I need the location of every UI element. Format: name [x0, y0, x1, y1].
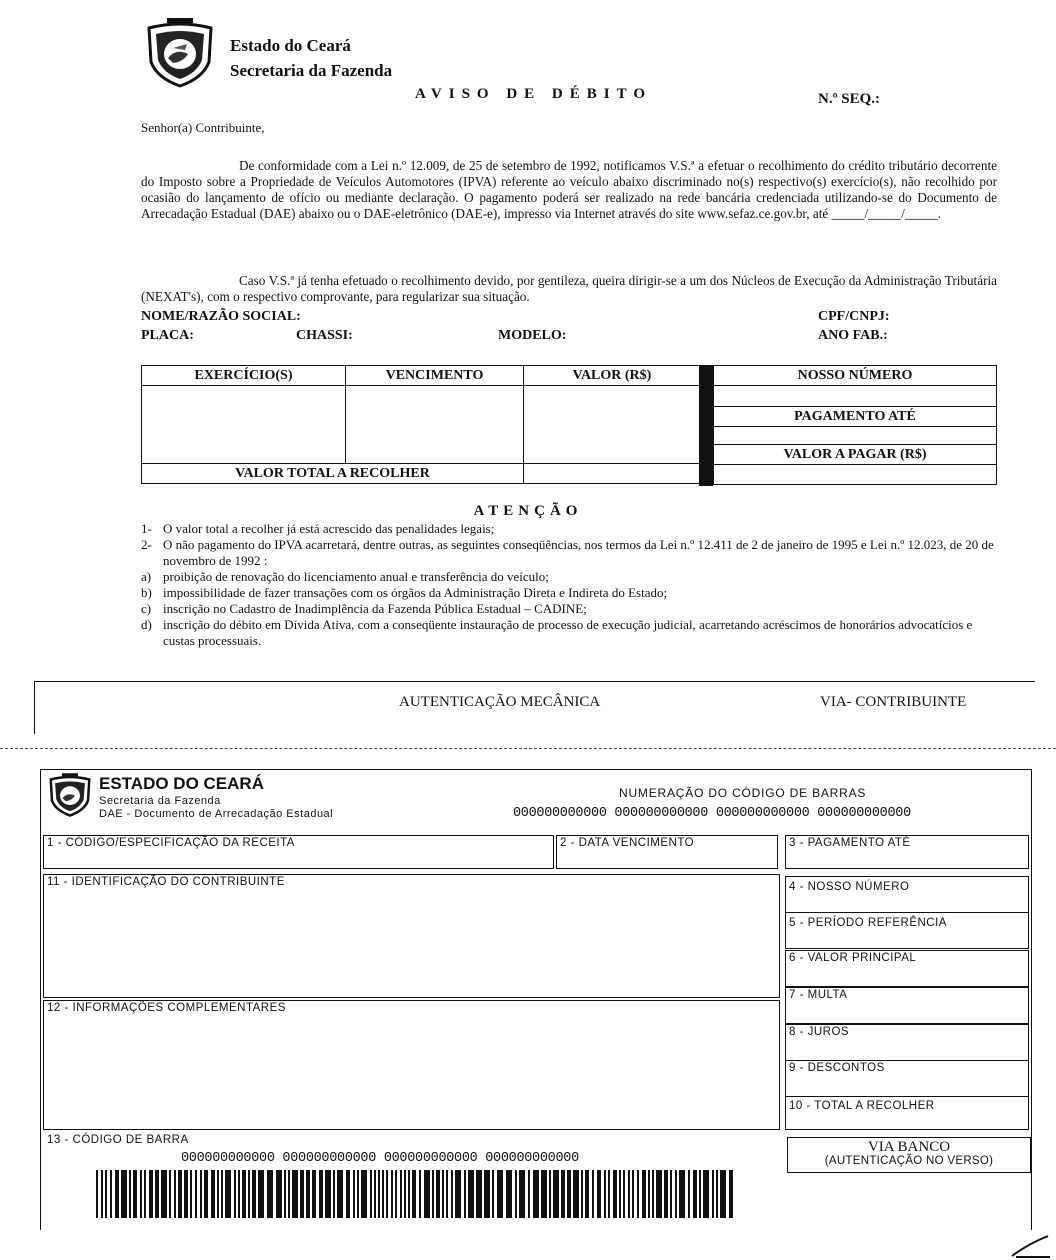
- dae-form: [40, 769, 1032, 1230]
- header-state: Estado do Ceará: [230, 36, 351, 55]
- debt-table: [141, 365, 701, 484]
- field-4-nosso-numero: 4 - NOSSO NÚMERO: [785, 876, 1029, 913]
- cell-vencimento: [346, 386, 524, 464]
- field-ano-fab: ANO FAB.:: [818, 328, 888, 343]
- attention-item: a) proibição de renovação do licenciamento anual e transferência do veículo;: [141, 569, 549, 584]
- field-2-data-vencimento: 2 - DATA VENCIMENTO: [556, 835, 778, 869]
- cell-valor: [524, 386, 701, 464]
- attention-item: 2- O não pagamento do IPVA acarretará, dentre outras, as seguintes conseqüências, nos termos da Lei n.º 12.411 de 2 de janeiro de 1995 e Lei n.º 12.023, de 20 de novembro de 1992 :: [141, 537, 994, 568]
- field-8-juros: 8 - JUROS: [785, 1024, 1029, 1061]
- table-separator-bar: [699, 365, 713, 486]
- col-vencimento: VENCIMENTO: [346, 366, 524, 386]
- dae-state: ESTADO DO CEARÁ: [99, 774, 264, 793]
- via-banco-label: VIA BANCO: [867, 1139, 951, 1155]
- barcode-number-title: NUMERAÇÃO DO CÓDIGO DE BARRAS: [619, 786, 867, 800]
- dae-coat-of-arms-icon: [47, 773, 93, 817]
- barcode-image: [96, 1170, 736, 1218]
- valor-pagar-label: VALOR A PAGAR (R$): [714, 445, 997, 465]
- attention-item: d) inscrição do débito em Dívida Ativa, com a conseqüente instauração de processo de execução judicial, acarretando acréscimos de honorários advocatícios e custas processuais.: [141, 617, 973, 648]
- via-banco-sublabel: (AUTENTICAÇÃO NO VERSO): [824, 1155, 994, 1167]
- barcode-number-2: 000000000000 000000000000 000000000000 000000000000: [181, 1151, 579, 1166]
- field-chassi: CHASSI:: [296, 328, 353, 343]
- valor-pagar-value: [714, 465, 997, 485]
- attention-title: ATENÇÃO: [473, 503, 583, 519]
- field-3-pagamento-ate: 3 - PAGAMENTO ATÉ: [785, 835, 1029, 869]
- mechanical-authentication-label: AUTENTICAÇÃO MECÂNICA: [399, 694, 601, 710]
- field-5-periodo: 5 - PERÍODO REFERÊNCIA: [785, 912, 1029, 949]
- payment-info-table: [713, 365, 997, 485]
- field-placa: PLACA:: [141, 328, 194, 343]
- attention-item: 1- O valor total a recolher já está acrescido das penalidades legais;: [141, 521, 495, 536]
- document-title: AVISO DE DÉBITO: [415, 86, 652, 102]
- nosso-numero-label: NOSSO NÚMERO: [714, 366, 997, 386]
- state-coat-of-arms-icon: [143, 18, 217, 88]
- salutation: Senhor(a) Contribuinte,: [141, 120, 265, 135]
- sequence-number-label: N.º SEQ.:: [818, 91, 881, 107]
- field-9-descontos: 9 - DESCONTOS: [785, 1060, 1029, 1097]
- total-label: VALOR TOTAL A RECOLHER: [142, 464, 524, 484]
- corner-mark-icon: [1010, 1232, 1050, 1258]
- field-12-informacoes: 12 - INFORMAÇÕES COMPLEMENTARES: [43, 1000, 780, 1130]
- col-valor: VALOR (R$): [524, 366, 701, 386]
- attention-item: c) inscrição no Cadastro de Inadimplência da Fazenda Pública Estadual – CADINE;: [141, 601, 587, 616]
- total-value: [524, 464, 701, 484]
- cell-exercicio: [142, 386, 346, 464]
- field-13-codigo-barra: 13 - CÓDIGO DE BARRA: [47, 1134, 189, 1146]
- notice-paragraph-2: Caso V.S.ª já tenha efetuado o recolhimento devido, por gentileza, queira dirigir-se a um dos Núcleos de Execução da Administração Tributária (NEXAT's), com o respectivo comprovante, para regularizar sua situação.: [141, 273, 997, 304]
- col-exercicio: EXERCÍCIO(S): [142, 366, 346, 386]
- dae-doc-name: DAE - Documento de Arrecadação Estadual: [99, 808, 334, 820]
- via-banco-box: [787, 1137, 1031, 1173]
- attention-list: [141, 521, 1001, 649]
- pagamento-ate-label: PAGAMENTO ATÉ: [714, 407, 997, 427]
- field-6-valor-principal: 6 - VALOR PRINCIPAL: [785, 950, 1029, 987]
- field-11-identificacao: 11 - IDENTIFICAÇÃO DO CONTRIBUINTE: [43, 874, 780, 998]
- pagamento-ate-value: [714, 427, 997, 445]
- field-modelo: MODELO:: [498, 328, 567, 343]
- cut-line: [0, 748, 1056, 749]
- attention-item: b) impossibilidade de fazer transações com os órgãos da Administração Direta e Indireta do Estado;: [141, 585, 668, 600]
- header-secretariat: Secretaria da Fazenda: [230, 61, 393, 80]
- field-1-receita: 1 - CÓDIGO/ESPECIFICAÇÃO DA RECEITA: [43, 835, 554, 869]
- field-10-total: 10 - TOTAL A RECOLHER: [785, 1096, 1029, 1130]
- nosso-numero-value: [714, 386, 997, 407]
- dae-secretariat: Secretaria da Fazenda: [99, 795, 221, 807]
- notice-paragraph-1: De conformidade com a Lei n.º 12.009, de 25 de setembro de 1992, notificamos V.S.ª a efetuar o recolhimento do crédito tributário decorrente do Imposto sobre a Propriedade de Veículos Automotores (IPVA) referente ao veículo abaixo discriminado no(s) respectivo(s) exercício(s), não recolhido por ocasião do lançamento de ofício ou mediante declaração. O pagamento poderá ser realizado na rede bancária credenciada utilizando-se do Documento de Arrecadação Estadual (DAE) abaixo ou o DAE-eletrônico (DAE-e), impresso via Internet através do site www.sefaz.ce.gov.br, até _____/_____/_____.: [141, 158, 997, 221]
- field-7-multa: 7 - MULTA: [785, 987, 1029, 1024]
- field-nome-razao-social: NOME/RAZÃO SOCIAL:: [141, 309, 301, 324]
- barcode-number: 000000000000 000000000000 000000000000 000000000000: [513, 806, 911, 821]
- field-cpf-cnpj: CPF/CNPJ:: [818, 309, 890, 324]
- taxpayer-copy-label: VIA- CONTRIBUINTE: [820, 694, 967, 710]
